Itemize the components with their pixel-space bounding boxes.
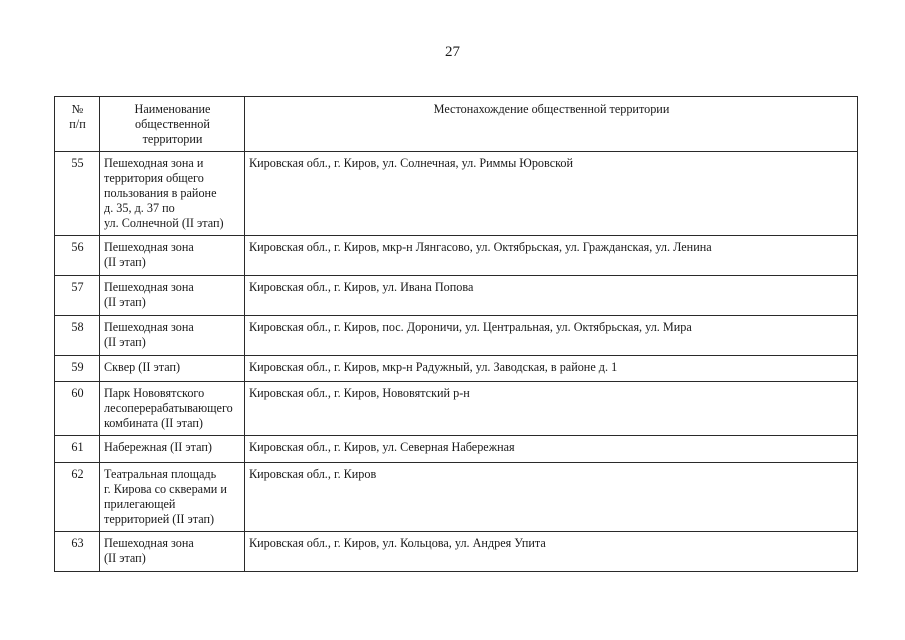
territory-location: Кировская обл., г. Киров, мкр-н Радужный, ул. Заводская, в районе д. 1 [245,356,858,382]
table-row [55,152,858,236]
table-row [55,382,858,436]
row-number: 58 [55,316,100,356]
territory-name [100,532,245,572]
territory-name [100,382,245,436]
table-row [55,316,858,356]
territory-name-text: Набережная (II этап) [104,440,212,454]
header-name-label: Наименование общественной территории [134,102,211,146]
territory-location: Кировская обл., г. Киров, мкр-н Лянгасово, ул. Октябрьская, ул. Гражданская, ул. Ленина [245,236,858,276]
territory-name-text: Пешеходная зона (II этап) [104,320,194,349]
territory-location: Кировская обл., г. Киров, Нововятский р-н [245,382,858,436]
row-number: 55 [55,152,100,236]
territory-location: Кировская обл., г. Киров [245,463,858,532]
table-header [55,97,858,152]
header-name [100,97,245,152]
row-number: 57 [55,276,100,316]
territory-name-text: Театральная площадь г. Кирова со скверами и прилегающей территорией (II этап) [104,467,227,526]
table-row [55,436,858,463]
row-number: 59 [55,356,100,382]
row-number: 62 [55,463,100,532]
territory-name [100,152,245,236]
territory-name-text: Сквер (II этап) [104,360,181,374]
row-number: 60 [55,382,100,436]
table-row [55,532,858,572]
row-number: 56 [55,236,100,276]
territory-location: Кировская обл., г. Киров, ул. Солнечная, ул. Риммы Юровской [245,152,858,236]
page-number: 27 [445,44,460,60]
territory-name [100,463,245,532]
table-row [55,276,858,316]
territory-location: Кировская обл., г. Киров, ул. Ивана Попова [245,276,858,316]
territory-name [100,356,245,382]
table-row [55,356,858,382]
territory-location: Кировская обл., г. Киров, ул. Кольцова, ул. Андрея Упита [245,532,858,572]
territory-name [100,276,245,316]
territory-name-text: Парк Нововятского лесоперерабатывающего комбината (II этап) [104,386,233,430]
territory-location: Кировская обл., г. Киров, ул. Северная Набережная [245,436,858,463]
territory-name [100,316,245,356]
header-location-label: Местонахождение общественной территории [433,102,670,116]
territory-name-text: Пешеходная зона (II этап) [104,280,194,309]
territory-name-text: Пешеходная зона и территория общего пользования в районе д. 35, д. 37 по ул. Солнечной (II этап) [104,156,224,230]
territory-name [100,236,245,276]
public-territories-table [54,96,858,572]
territory-name-text: Пешеходная зона (II этап) [104,240,194,269]
row-number: 61 [55,436,100,463]
territory-location: Кировская обл., г. Киров, пос. Дороничи, ул. Центральная, ул. Октябрьская, ул. Мира [245,316,858,356]
table-body [55,152,858,572]
table-row [55,236,858,276]
header-row [55,97,858,152]
row-number: 63 [55,532,100,572]
header-number [55,97,100,152]
header-number-label: № п/п [69,102,86,131]
header-location [245,97,858,152]
territory-name [100,436,245,463]
table-row [55,463,858,532]
territory-name-text: Пешеходная зона (II этап) [104,536,194,565]
